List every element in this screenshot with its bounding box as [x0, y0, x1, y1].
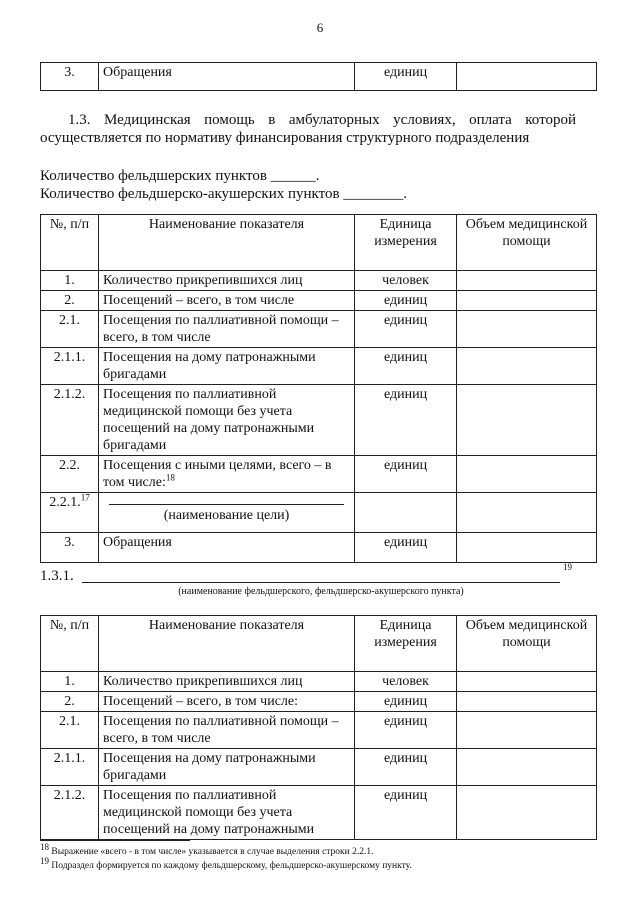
row-volume: [457, 533, 597, 563]
row-volume: [457, 672, 597, 692]
row-volume: [457, 456, 597, 493]
top-continuation-table: [40, 62, 597, 91]
row-unit: единиц: [355, 63, 457, 91]
count-feldsher-akush-points: Количество фельдшерско-акушерских пунктов ________.: [40, 186, 408, 202]
row-volume: [457, 786, 597, 840]
row-unit: единиц: [355, 385, 457, 456]
table-row: [41, 712, 597, 749]
row-number: 2.: [41, 692, 99, 712]
row-number: 1.: [41, 271, 99, 291]
row-name: Посещений – всего, в том числе: [99, 291, 355, 311]
row-number: 2.1.2.: [41, 385, 99, 456]
count-feldsher-points: Количество фельдшерских пунктов ______.: [40, 168, 320, 184]
row-number: 2.1.: [41, 311, 99, 348]
row-name-text: Посещения с иными целями, всего – в том числе:: [103, 458, 332, 490]
header-unit: Единица измерения: [355, 215, 457, 271]
row-number: 2.1.: [41, 712, 99, 749]
table-row: [41, 291, 597, 311]
footnote-separator: [40, 840, 190, 841]
row-volume: [457, 712, 597, 749]
footnote-ref: 18: [165, 472, 175, 483]
row-name: Посещения по паллиативной помощи – всего, в том числе: [99, 311, 355, 348]
row-unit: единиц: [355, 311, 457, 348]
purpose-caption: (наименование цели): [109, 504, 344, 524]
footnote-mark: 18: [40, 841, 49, 852]
row-name: [99, 493, 355, 533]
row-unit: единиц: [355, 712, 457, 749]
row-unit: единиц: [355, 786, 457, 840]
table-row: [41, 456, 597, 493]
section-1-3-line1: 1.3. Медицинская помощь в амбулаторных условиях, оплата которой: [68, 112, 576, 128]
table-row: [41, 385, 597, 456]
row-volume: [457, 692, 597, 712]
indicators-table-1: [40, 214, 597, 563]
row-name: [99, 456, 355, 493]
row-volume: [457, 291, 597, 311]
table-row: [41, 271, 597, 291]
table-row: [41, 692, 597, 712]
header-name: Наименование показателя: [99, 215, 355, 271]
row-unit: единиц: [355, 692, 457, 712]
row-volume: [457, 311, 597, 348]
header-name: Наименование показателя: [99, 616, 355, 672]
table-row: [41, 533, 597, 563]
table-header-row: [41, 616, 597, 672]
footnotes: [40, 840, 600, 873]
row-name: Посещения на дому патронажными бригадами: [99, 749, 355, 786]
footnote-text: Подраздел формируется по каждому фельдшерскому, фельдшерско-акушерскому пункту.: [49, 861, 412, 871]
section-1-3-line2: осуществляется по нормативу финансирования структурного подразделения: [40, 130, 530, 146]
footnote-19: [40, 855, 600, 873]
row-name: Посещений – всего, в том числе:: [99, 692, 355, 712]
header-volume: Объем медицинской помощи: [457, 215, 597, 271]
row-volume: [457, 385, 597, 456]
row-name: Посещения по паллиативной медицинской помощи без учета посещений на дому патронажными бригадами: [99, 385, 355, 456]
table-row: [41, 348, 597, 385]
table-row: [41, 672, 597, 692]
row-name: Количество прикрепившихся лиц: [99, 271, 355, 291]
table-header-row: [41, 215, 597, 271]
header-num: №, п/п: [41, 215, 99, 271]
header-unit: Единица измерения: [355, 616, 457, 672]
row-number: 2.1.2.: [41, 786, 99, 840]
row-volume: [457, 749, 597, 786]
table-row: [41, 311, 597, 348]
row-number: 1.: [41, 672, 99, 692]
footnote-text: Выражение «всего - в том числе» указывается в случае выделения строки 2.2.1.: [49, 847, 374, 857]
row-number: 2.1.1.: [41, 749, 99, 786]
row-unit: единиц: [355, 533, 457, 563]
row-number: 3.: [41, 533, 99, 563]
row-volume: [457, 271, 597, 291]
row-number: [41, 493, 99, 533]
page-number: 6: [316, 20, 324, 35]
row-number: 2.1.1.: [41, 348, 99, 385]
row-unit: человек: [355, 672, 457, 692]
row-unit: единиц: [355, 348, 457, 385]
facility-name-caption: (наименование фельдшерского, фельдшерско-акушерского пункта): [178, 586, 464, 597]
section-1-3-1-label: 1.3.1.: [40, 568, 74, 584]
row-name: Количество прикрепившихся лиц: [99, 672, 355, 692]
header-num: №, п/п: [41, 616, 99, 672]
row-name: Обращения: [99, 533, 355, 563]
row-number-text: 2.2.1.: [49, 495, 81, 510]
row-unit: единиц: [355, 291, 457, 311]
row-volume: [457, 348, 597, 385]
table-row: [41, 493, 597, 533]
indicators-table-2: [40, 615, 597, 840]
row-volume: [457, 493, 597, 533]
row-unit: [355, 493, 457, 533]
header-volume: Объем медицинской помощи: [457, 616, 597, 672]
footnote-mark: 19: [40, 855, 49, 866]
table-row: [41, 786, 597, 840]
row-number: 2.2.: [41, 456, 99, 493]
row-number: 3.: [41, 63, 99, 91]
footnote-ref: 19: [563, 562, 572, 572]
row-volume: [457, 63, 597, 91]
row-unit: единиц: [355, 749, 457, 786]
footnote-18: [40, 841, 600, 859]
table-row: [41, 749, 597, 786]
table-row: [41, 63, 597, 91]
row-number: 2.: [41, 291, 99, 311]
footnote-ref: 17: [80, 492, 90, 503]
row-name: Посещения на дому патронажными бригадами: [99, 348, 355, 385]
row-name: Посещения по паллиативной медицинской помощи без учета посещений на дому патронажными: [99, 786, 355, 840]
facility-name-line: [82, 582, 560, 583]
row-unit: единиц: [355, 456, 457, 493]
row-name: Посещения по паллиативной помощи – всего, в том числе: [99, 712, 355, 749]
row-name: Обращения: [99, 63, 355, 91]
row-unit: человек: [355, 271, 457, 291]
